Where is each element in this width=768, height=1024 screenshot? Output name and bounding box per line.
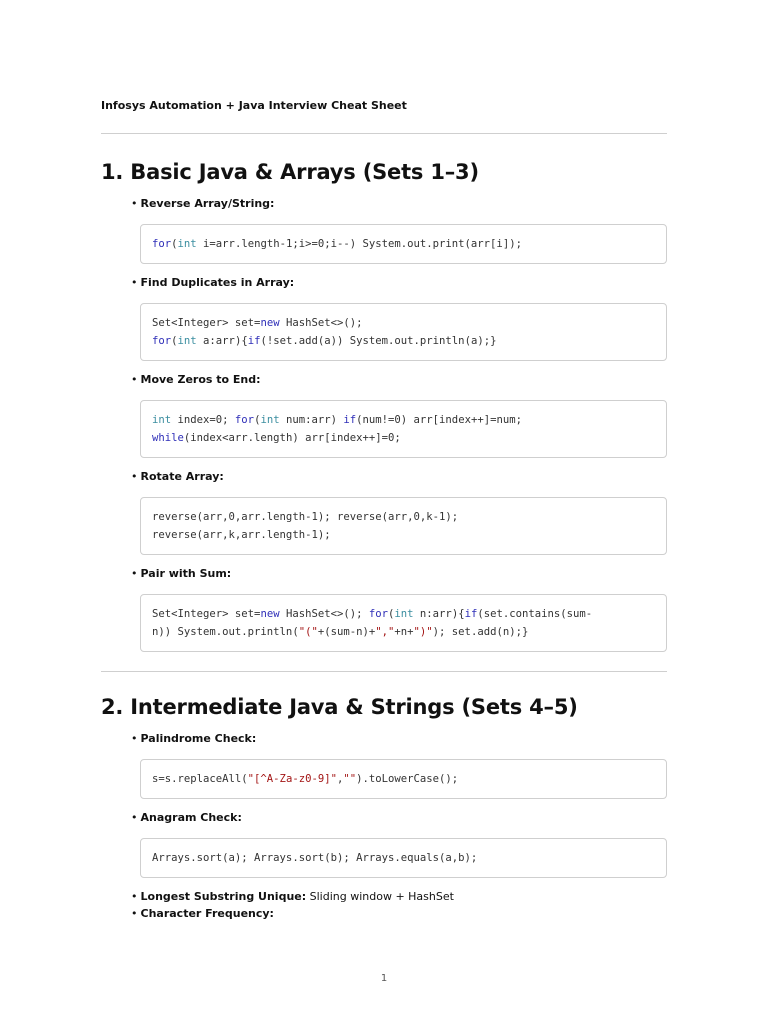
- bullet-item: [131, 889, 667, 905]
- code-token: "": [343, 773, 357, 785]
- code-token: "(": [298, 626, 318, 638]
- bullet-item: [131, 275, 667, 291]
- code-token: int: [152, 414, 172, 426]
- code-token: s=s.replaceAll(: [152, 773, 248, 785]
- bullet-label: Anagram Check:: [140, 811, 242, 824]
- bullet-icon: •: [131, 567, 138, 580]
- code-token: HashSet<>();: [279, 317, 363, 329]
- code-token: (num!=0) arr[index++]=num;: [356, 414, 522, 426]
- bullet-label: Palindrome Check:: [140, 732, 257, 745]
- code-token: reverse(arr,0,arr.length-1); reverse(arr,0,k-1);: [152, 511, 459, 523]
- bullet-label: Rotate Array:: [140, 470, 224, 483]
- code-token: (: [388, 608, 395, 620]
- code-token: +(sum-n)+: [317, 626, 376, 638]
- code-token: if: [343, 414, 357, 426]
- bullet-item: [131, 196, 667, 212]
- code-token: new: [260, 317, 280, 329]
- bullet-label: Move Zeros to End:: [140, 373, 261, 386]
- section-heading: 1. Basic Java & Arrays (Sets 1–3): [101, 160, 479, 184]
- code-token: "[^A-Za-z0-9]": [247, 773, 337, 785]
- document-title: Infosys Automation + Java Interview Cheat Sheet: [101, 99, 407, 112]
- code-token: while: [152, 432, 184, 444]
- code-token: HashSet<>();: [279, 608, 369, 620]
- code-token: num:arr): [279, 414, 344, 426]
- code-token: (!set.add(a)) System.out.println(a);}: [260, 335, 497, 347]
- document-page: [101, 98, 667, 922]
- code-token: a:arr){: [196, 335, 248, 347]
- code-token: Arrays.sort(a); Arrays.sort(b); Arrays.equals(a,b);: [152, 852, 478, 864]
- code-token: ); set.add(n);}: [432, 626, 529, 638]
- code-token: +n+: [394, 626, 414, 638]
- code-block: [140, 497, 667, 555]
- code-token: n:arr){: [413, 608, 465, 620]
- bullet-item: [131, 810, 667, 826]
- code-token: int: [177, 238, 197, 250]
- code-token: for: [368, 608, 389, 620]
- code-token: int: [394, 608, 414, 620]
- code-token: ,: [336, 773, 344, 785]
- code-token: int: [177, 335, 197, 347]
- code-block: [140, 224, 667, 264]
- code-token: index=0;: [171, 414, 235, 426]
- code-token: (: [171, 335, 178, 347]
- code-token: ")": [413, 626, 433, 638]
- bullet-icon: •: [131, 890, 138, 903]
- code-token: new: [260, 608, 280, 620]
- code-token: for: [152, 238, 172, 250]
- code-token: ).toLowerCase();: [356, 773, 459, 785]
- bullet-item: [131, 731, 667, 747]
- page-number: 1: [380, 973, 388, 984]
- code-block: [140, 303, 667, 361]
- code-token: i=arr.length-1;i>=0;i--) System.out.print(arr[i]);: [196, 238, 522, 250]
- bullet-item: [131, 372, 667, 388]
- code-token: if: [464, 608, 478, 620]
- bullet-label: Reverse Array/String:: [140, 197, 275, 210]
- bullet-icon: •: [131, 373, 138, 386]
- code-token: (index<arr.length) arr[index++]=0;: [183, 432, 401, 444]
- code-token: (: [254, 414, 261, 426]
- bullet-item: [131, 469, 667, 485]
- code-token: (set.contains(sum-: [477, 608, 593, 620]
- section-divider: [101, 671, 667, 672]
- bullet-icon: •: [131, 197, 138, 210]
- bullet-item: [131, 906, 667, 922]
- code-block: [140, 759, 667, 799]
- code-token: n)) System.out.println(: [152, 626, 299, 638]
- divider: [101, 133, 667, 134]
- bullet-label: Longest Substring Unique:: [140, 890, 307, 903]
- bullet-icon: •: [131, 732, 138, 745]
- section-heading: 2. Intermediate Java & Strings (Sets 4–5): [101, 695, 578, 719]
- bullet-item: [131, 566, 667, 582]
- bullet-icon: •: [131, 811, 138, 824]
- code-token: (: [171, 238, 178, 250]
- bullet-icon: •: [131, 470, 138, 483]
- code-block: [140, 838, 667, 878]
- code-block: [140, 594, 667, 652]
- bullet-text: Sliding window + HashSet: [306, 890, 454, 903]
- code-token: for: [234, 414, 255, 426]
- code-token: ",": [375, 626, 395, 638]
- code-token: for: [152, 335, 172, 347]
- bullet-label: Pair with Sum:: [140, 567, 232, 580]
- code-token: int: [260, 414, 280, 426]
- code-token: if: [247, 335, 261, 347]
- code-block: [140, 400, 667, 458]
- bullet-icon: •: [131, 276, 138, 289]
- code-token: Set<Integer> set=: [152, 608, 261, 620]
- code-token: reverse(arr,k,arr.length-1);: [152, 529, 331, 541]
- bullet-label: Character Frequency:: [140, 907, 274, 920]
- code-token: Set<Integer> set=: [152, 317, 261, 329]
- bullet-label: Find Duplicates in Array:: [140, 276, 295, 289]
- bullet-icon: •: [131, 907, 138, 920]
